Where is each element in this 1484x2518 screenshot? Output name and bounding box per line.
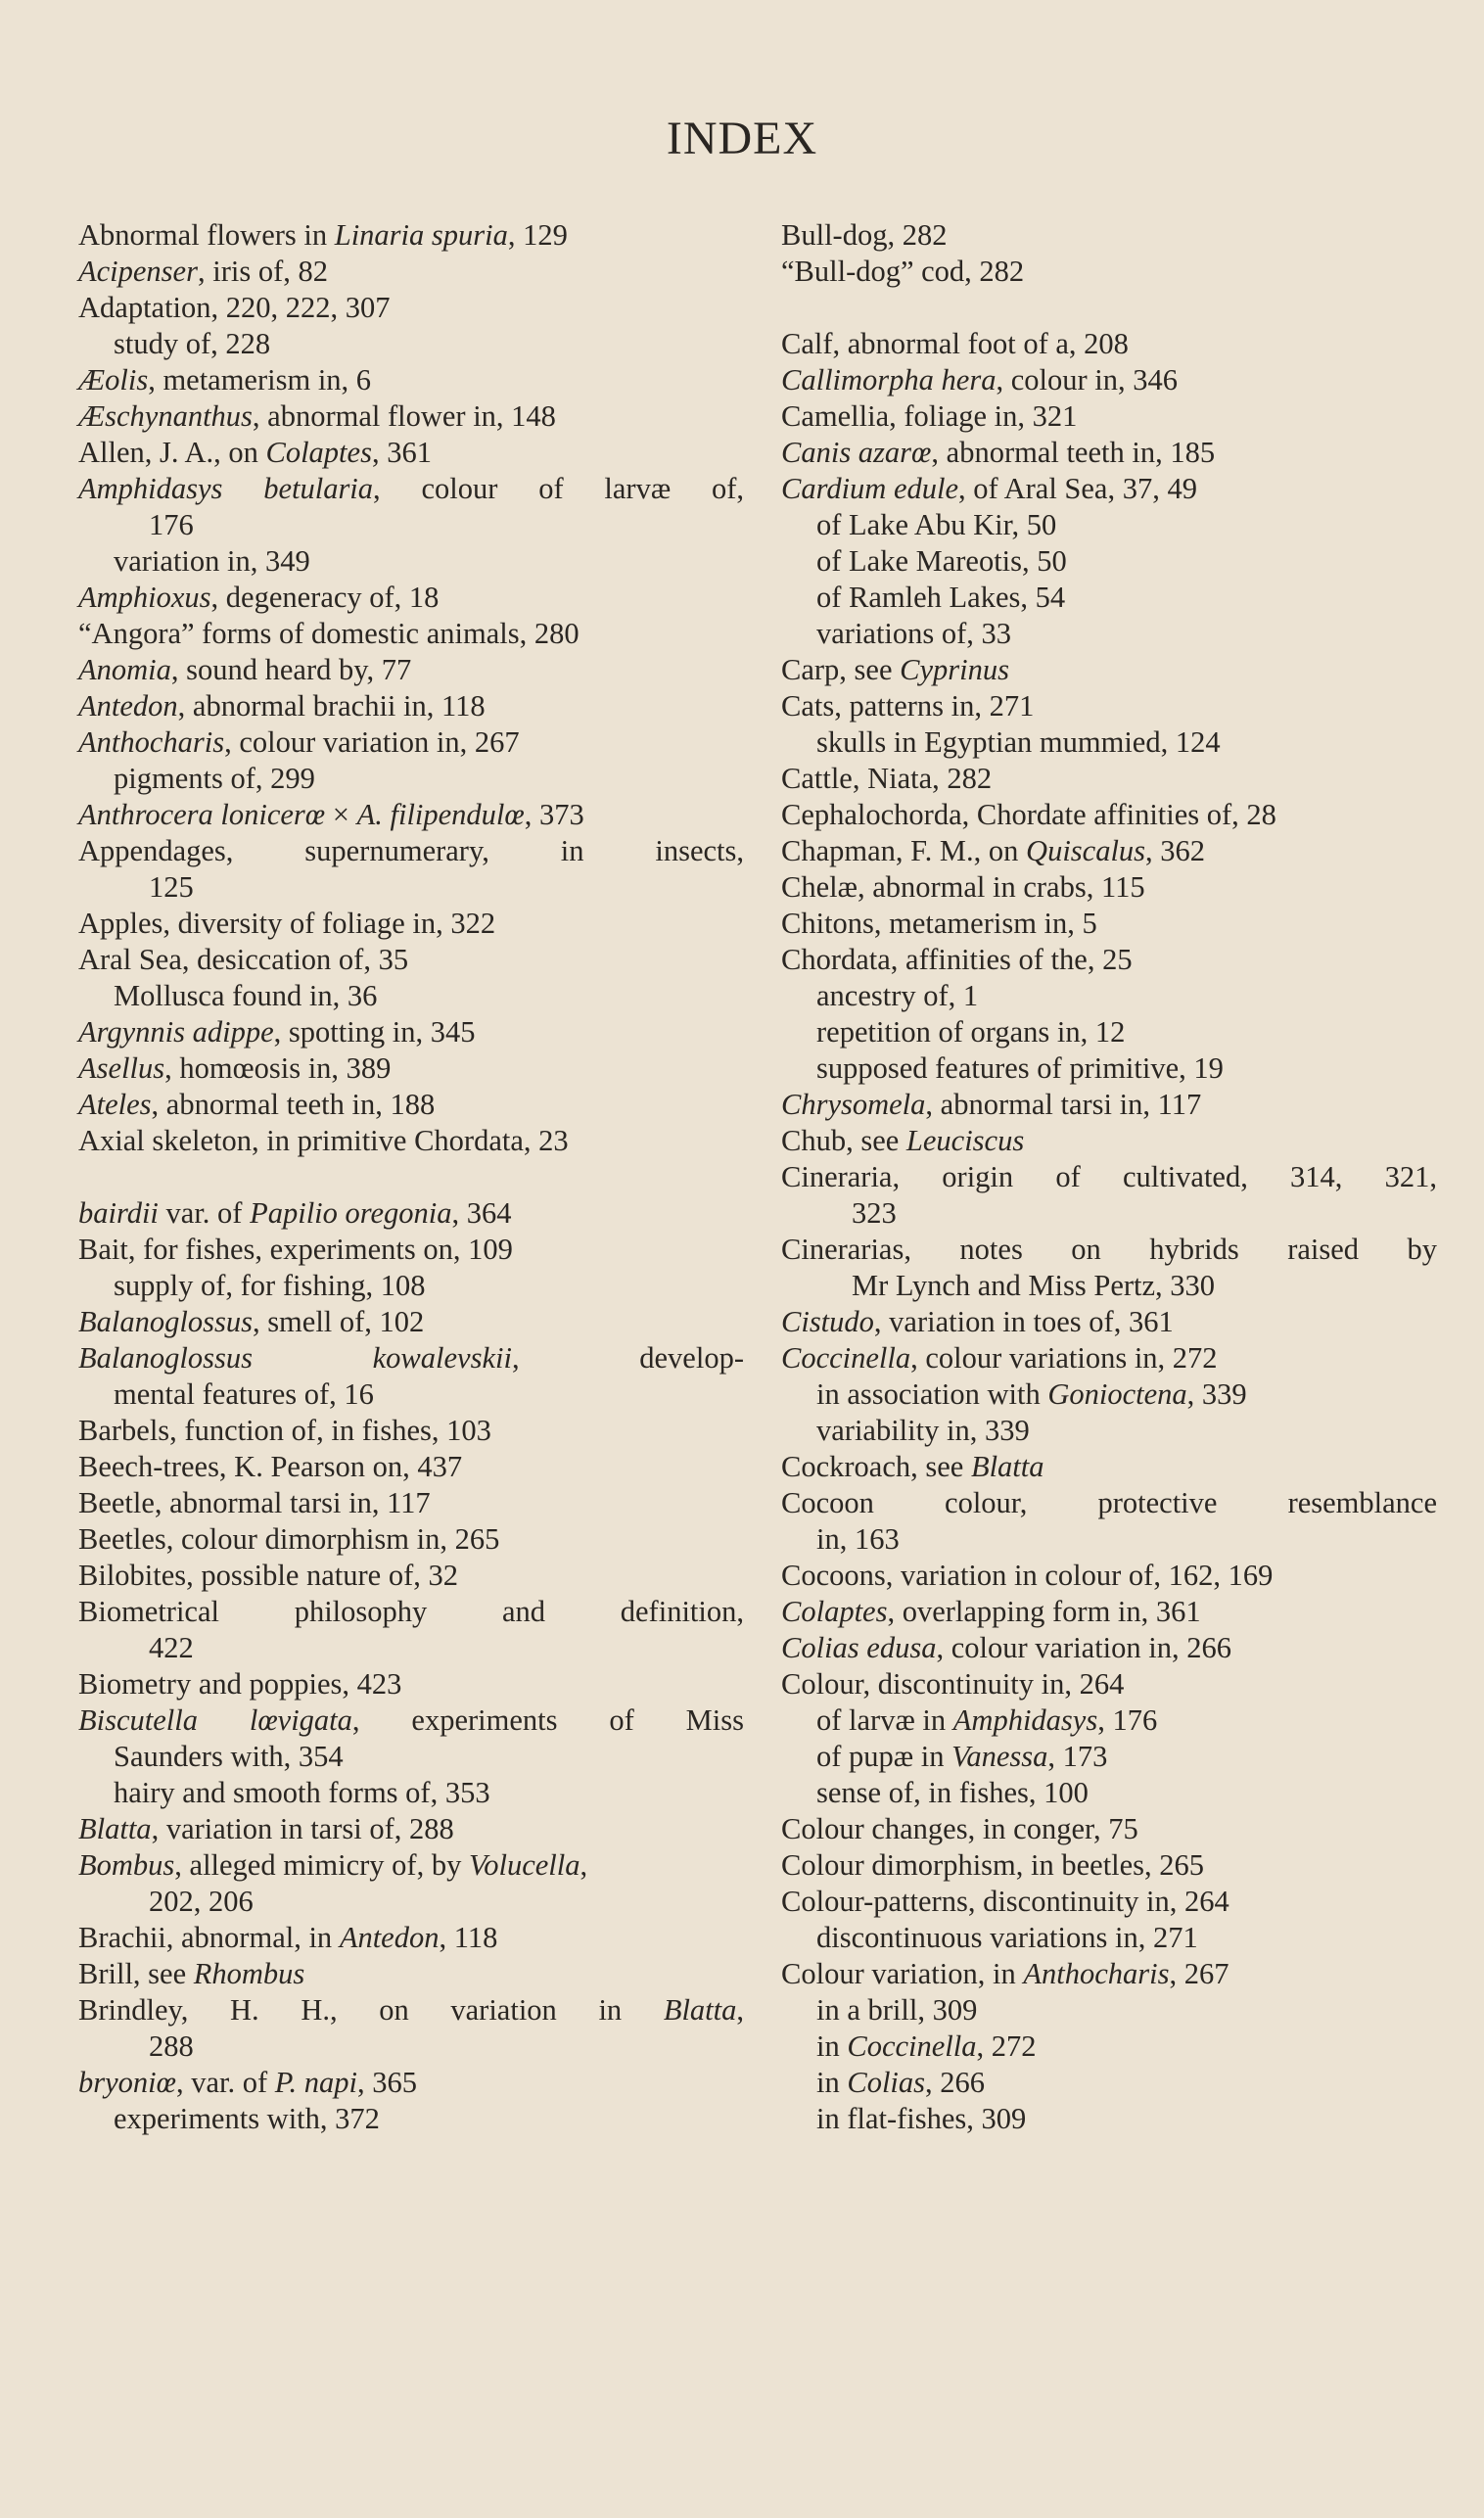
index-entry	[78, 1775, 744, 1811]
entry-text: Cats, patterns in, 271	[781, 689, 1035, 723]
entry-text: Allen, J. A., on	[78, 436, 266, 469]
index-entry	[781, 1413, 1437, 1449]
entry-italic-text: Colaptes	[265, 436, 372, 469]
index-entry	[78, 435, 744, 471]
entry-text: experiments with, 372	[114, 2102, 380, 2135]
entry-text: ancestry of, 1	[816, 979, 979, 1012]
entry-italic-text: Vanessa	[951, 1740, 1048, 1773]
entry-text: Chub, see	[781, 1124, 906, 1157]
entry-text: variations of, 33	[816, 617, 1012, 650]
entry-italic-text: A. filipendulœ	[356, 798, 525, 831]
entry-italic-text: Papilio oregonia	[250, 1196, 452, 1230]
index-entry	[781, 1775, 1437, 1811]
entry-text: Cockroach, see	[781, 1450, 971, 1483]
entry-italic-text: Æschynanthus	[78, 399, 253, 433]
entry-text: , var. of	[175, 2066, 275, 2099]
entry-text: , abnormal tarsi in, 117	[925, 1088, 1202, 1121]
entry-text: , 339	[1186, 1377, 1247, 1411]
entry-italic-text: P. napi	[274, 2066, 357, 2099]
index-entry	[78, 652, 744, 688]
entry-italic-text: Leuciscus	[905, 1124, 1025, 1157]
index-entry	[781, 724, 1437, 761]
index-entry	[78, 1268, 744, 1304]
index-entry	[78, 797, 744, 833]
index-entry	[781, 1558, 1437, 1594]
entry-italic-text: Volucella	[468, 1848, 580, 1882]
entry-italic-text: Antedon	[78, 689, 178, 723]
entry-text: , variation in tarsi of, 288	[151, 1812, 454, 1845]
index-entry	[781, 688, 1437, 724]
index-entry	[78, 1630, 744, 1666]
entry-text: in, 163	[816, 1522, 900, 1556]
index-entry	[78, 254, 744, 290]
entry-text: Beech-trees, K. Pearson on, 437	[78, 1450, 463, 1483]
index-entry	[78, 217, 744, 254]
index-entry	[78, 688, 744, 724]
entry-text: study of, 228	[114, 327, 271, 360]
index-entry	[78, 1050, 744, 1087]
entry-text: Beetle, abnormal tarsi in, 117	[78, 1486, 431, 1519]
index-entry	[781, 1485, 1437, 1521]
entry-text: Cocoon colour, protective resemblance	[781, 1486, 1437, 1519]
index-entry	[78, 1376, 744, 1413]
entry-italic-text: Linaria spuria	[334, 218, 508, 252]
entry-italic-text: Balanoglossus kowalevskii	[78, 1341, 512, 1375]
entry-text: , abnormal brachii in, 118	[177, 689, 486, 723]
index-entry	[781, 833, 1437, 869]
entry-italic-text: Bombus	[78, 1848, 175, 1882]
entry-italic-text: bryoniœ	[78, 2066, 176, 2099]
index-entry	[781, 1304, 1437, 1340]
entry-italic-text: Quiscalus	[1026, 834, 1146, 867]
index-entry	[78, 724, 744, 761]
index-entry	[781, 1014, 1437, 1050]
section-gap	[78, 1159, 744, 1195]
index-entry	[78, 869, 744, 906]
entry-italic-text: Colaptes	[781, 1595, 888, 1628]
entry-italic-text: Amphidasys	[952, 1703, 1098, 1737]
entry-text: , abnormal flower in, 148	[252, 399, 556, 433]
entry-text: Appendages, supernumerary, in insects,	[78, 834, 744, 867]
index-entry	[781, 254, 1437, 290]
index-entry	[781, 1702, 1437, 1739]
index-entry	[78, 1847, 744, 1884]
entry-text: , colour variations in, 272	[910, 1341, 1218, 1375]
index-entry	[781, 616, 1437, 652]
entry-text: discontinuous variations in, 271	[816, 1921, 1198, 1954]
index-entry	[78, 471, 744, 507]
index-entry	[78, 906, 744, 942]
entry-text: Colour changes, in conger, 75	[781, 1812, 1138, 1845]
entry-text: of Lake Abu Kir, 50	[816, 508, 1057, 541]
entry-text: Aral Sea, desiccation of, 35	[78, 943, 409, 976]
entry-text: , 267	[1169, 1957, 1229, 1990]
index-entry	[78, 1956, 744, 1992]
index-entry	[78, 1666, 744, 1702]
index-entry	[781, 1956, 1437, 1992]
entry-italic-text: Anthocharis	[1023, 1957, 1170, 1990]
index-entry	[781, 869, 1437, 906]
entry-text: Abnormal flowers in	[78, 218, 335, 252]
entry-text: variation in, 349	[114, 544, 310, 578]
entry-italic-text: Asellus	[78, 1051, 165, 1085]
entry-text: Carp, see	[781, 653, 901, 686]
entry-italic-text: Æolis	[78, 363, 149, 396]
entry-text: , abnormal teeth in, 185	[931, 436, 1216, 469]
entry-text: Colour, discontinuity in, 264	[781, 1667, 1125, 1701]
entry-text: Calf, abnormal foot of a, 208	[781, 327, 1129, 360]
index-entry	[78, 507, 744, 543]
entry-italic-text: Gonioctena	[1047, 1377, 1187, 1411]
entry-italic-text: Amphioxus	[78, 581, 211, 614]
index-column-right	[781, 217, 1437, 2137]
entry-text: , 361	[371, 436, 432, 469]
index-entry	[781, 1340, 1437, 1376]
index-entry	[78, 290, 744, 326]
entry-italic-text: Acipenser	[78, 255, 198, 288]
entry-italic-text: Coccinella	[781, 1341, 911, 1375]
entry-text: in association with	[816, 1377, 1048, 1411]
index-entry	[781, 1920, 1437, 1956]
entry-text: Biometrical philosophy and definition,	[78, 1595, 744, 1628]
entry-text: supposed features of primitive, 19	[816, 1051, 1224, 1085]
entry-text: Bait, for fishes, experiments on, 109	[78, 1233, 513, 1266]
entry-text: Colour-patterns, discontinuity in, 264	[781, 1885, 1229, 1918]
index-entry	[781, 1630, 1437, 1666]
entry-italic-text: Cardium edule	[781, 472, 959, 505]
entry-text: , spotting in, 345	[273, 1015, 476, 1049]
index-entry	[781, 2065, 1437, 2101]
entry-italic-text: Argynnis adippe	[78, 1015, 274, 1049]
index-entry	[78, 1304, 744, 1340]
entry-text: , colour in, 346	[996, 363, 1178, 396]
entry-italic-text: Biscutella lœvigata	[78, 1703, 352, 1737]
entry-text: , abnormal teeth in, 188	[151, 1088, 436, 1121]
entry-text: 202, 206	[149, 1885, 254, 1918]
entry-text: ,	[580, 1848, 588, 1882]
entry-text: , 118	[439, 1921, 498, 1954]
entry-text: , colour variation in, 267	[224, 725, 520, 759]
index-entry	[781, 906, 1437, 942]
index-entry	[78, 1413, 744, 1449]
index-entry	[781, 1232, 1437, 1268]
index-entry	[78, 362, 744, 398]
entry-text: , metamerism in, 6	[148, 363, 372, 396]
entry-text: Beetles, colour dimorphism in, 265	[78, 1522, 500, 1556]
entry-text: Cattle, Niata, 282	[781, 762, 993, 795]
entry-text: sense of, in fishes, 100	[816, 1776, 1089, 1809]
index-entry	[78, 1992, 744, 2028]
entry-text: of larvæ in	[816, 1703, 953, 1737]
entry-text: in	[816, 2066, 848, 2099]
index-entry	[78, 2065, 744, 2101]
index-column-left	[78, 217, 744, 2137]
entry-text: skulls in Egyptian mummied, 124	[816, 725, 1221, 759]
index-entry	[78, 1884, 744, 1920]
entry-text: Mr Lynch and Miss Pertz, 330	[852, 1269, 1216, 1302]
entry-text: ,	[736, 1993, 744, 2027]
index-entry	[781, 978, 1437, 1014]
entry-italic-text: Anthocharis	[78, 725, 225, 759]
entry-text: Bull-dog, 282	[781, 218, 948, 252]
entry-text: 323	[852, 1196, 897, 1230]
entry-italic-text: Colias	[847, 2066, 926, 2099]
entry-text: , sound heard by, 77	[170, 653, 412, 686]
entry-text: “Bull-dog” cod, 282	[781, 255, 1025, 288]
index-entry	[78, 2028, 744, 2065]
index-entry	[781, 1376, 1437, 1413]
entry-text: Biometry and poppies, 423	[78, 1667, 402, 1701]
entry-italic-text: Blatta	[970, 1450, 1044, 1483]
entry-text: ×	[325, 798, 357, 831]
entry-text: in	[816, 2029, 848, 2063]
entry-text: Saunders with, 354	[114, 1740, 344, 1773]
entry-text: , 373	[524, 798, 584, 831]
index-entry	[78, 580, 744, 616]
entry-italic-text: Callimorpha hera	[781, 363, 997, 396]
entry-text: , develop-	[511, 1341, 744, 1375]
section-gap	[781, 290, 1437, 326]
index-entry	[78, 1087, 744, 1123]
index-entry	[781, 580, 1437, 616]
entry-text: Barbels, function of, in fishes, 103	[78, 1414, 491, 1447]
entry-text: , experiments of Miss	[351, 1703, 744, 1737]
index-entry	[781, 362, 1437, 398]
index-entry	[781, 1847, 1437, 1884]
index-entry	[78, 543, 744, 580]
entry-text: Cineraria, origin of cultivated, 314, 321,	[781, 1160, 1437, 1193]
entry-text: Colour variation, in	[781, 1957, 1024, 1990]
entry-text: 422	[149, 1631, 194, 1664]
index-entry	[781, 1195, 1437, 1232]
entry-text: Brill, see	[78, 1957, 194, 1990]
entry-italic-text: Anomia	[78, 653, 171, 686]
entry-text: , 364	[451, 1196, 512, 1230]
entry-text: Chordata, affinities of the, 25	[781, 943, 1133, 976]
entry-text: Brachii, abnormal, in	[78, 1921, 340, 1954]
entry-text: Colour dimorphism, in beetles, 265	[781, 1848, 1205, 1882]
entry-italic-text: Antedon	[339, 1921, 440, 1954]
entry-text: 125	[149, 870, 194, 904]
entry-text: , degeneracy of, 18	[210, 581, 440, 614]
entry-italic-text: Canis azarœ	[781, 436, 932, 469]
index-entry	[781, 543, 1437, 580]
index-entry	[781, 761, 1437, 797]
entry-text: Mollusca found in, 36	[114, 979, 378, 1012]
index-entry	[781, 1811, 1437, 1847]
index-entry	[781, 1123, 1437, 1159]
entry-text: , 176	[1097, 1703, 1158, 1737]
index-entry	[781, 1268, 1437, 1304]
index-entry	[78, 398, 744, 435]
entry-text: 288	[149, 2029, 194, 2063]
entry-text: , 173	[1047, 1740, 1108, 1773]
index-entry	[781, 2028, 1437, 2065]
entry-text: 176	[149, 508, 194, 541]
index-entry	[781, 797, 1437, 833]
entry-italic-text: Cistudo	[781, 1305, 874, 1338]
index-entry	[781, 1594, 1437, 1630]
entry-text: “Angora” forms of domestic animals, 280	[78, 617, 580, 650]
index-entry	[78, 761, 744, 797]
index-entry	[78, 1232, 744, 1268]
index-entry	[781, 471, 1437, 507]
index-entry	[78, 2101, 744, 2137]
entry-italic-text: Colias edusa	[781, 1631, 937, 1664]
index-entry	[781, 1159, 1437, 1195]
entry-text: Apples, diversity of foliage in, 322	[78, 907, 496, 940]
entry-text: Cinerarias, notes on hybrids raised by	[781, 1233, 1437, 1266]
index-entry	[78, 1485, 744, 1521]
index-entry	[78, 1123, 744, 1159]
entry-text: , 362	[1145, 834, 1206, 867]
index-entry	[781, 1521, 1437, 1558]
entry-italic-text: Chrysomela	[781, 1088, 926, 1121]
entry-italic-text: Ateles	[78, 1088, 152, 1121]
entry-text: , 129	[507, 218, 568, 252]
entry-text: of Ramleh Lakes, 54	[816, 581, 1066, 614]
page-title: INDEX	[666, 113, 818, 164]
entry-text: var. of	[158, 1196, 251, 1230]
entry-text: , homœosis in, 389	[164, 1051, 392, 1085]
index-entry	[78, 1340, 744, 1376]
entry-text: Camellia, foliage in, 321	[781, 399, 1078, 433]
index-entry	[781, 1449, 1437, 1485]
entry-text: , smell of, 102	[252, 1305, 425, 1338]
index-entry	[781, 507, 1437, 543]
entry-text: , variation in toes of, 361	[873, 1305, 1174, 1338]
index-entry	[781, 1050, 1437, 1087]
index-entry	[78, 1702, 744, 1739]
index-entry	[781, 942, 1437, 978]
index-entry	[78, 978, 744, 1014]
entry-text: , 272	[976, 2029, 1037, 2063]
index-entry	[781, 2101, 1437, 2137]
entry-italic-text: Amphidasys betularia	[78, 472, 374, 505]
index-entry	[781, 435, 1437, 471]
index-entry	[781, 652, 1437, 688]
entry-text: mental features of, 16	[114, 1377, 374, 1411]
entry-text: , overlapping form in, 361	[887, 1595, 1201, 1628]
index-entry	[78, 1195, 744, 1232]
index-entry	[78, 1521, 744, 1558]
entry-italic-text: Anthrocera lonicerœ	[78, 798, 326, 831]
entry-text: , colour variation in, 266	[936, 1631, 1231, 1664]
entry-text: , iris of, 82	[197, 255, 328, 288]
entry-italic-text: Cyprinus	[900, 653, 1009, 686]
index-entry	[78, 1558, 744, 1594]
index-entry	[781, 398, 1437, 435]
entry-text: Chelæ, abnormal in crabs, 115	[781, 870, 1145, 904]
entry-text: , 365	[356, 2066, 417, 2099]
entry-text: Chapman, F. M., on	[781, 834, 1027, 867]
entry-text: Cephalochorda, Chordate affinities of, 28	[781, 798, 1276, 831]
index-entry	[78, 1811, 744, 1847]
entry-text: hairy and smooth forms of, 353	[114, 1776, 490, 1809]
entry-text: , 266	[925, 2066, 986, 2099]
index-entry	[78, 833, 744, 869]
entry-text: variability in, 339	[816, 1414, 1030, 1447]
entry-text: , alleged mimicry of, by	[174, 1848, 469, 1882]
index-entry	[781, 1884, 1437, 1920]
entry-italic-text: Rhombus	[193, 1957, 305, 1990]
entry-text: in flat-fishes, 309	[816, 2102, 1027, 2135]
index-entry	[78, 1739, 744, 1775]
index-entry	[78, 1014, 744, 1050]
entry-text: of pupæ in	[816, 1740, 952, 1773]
entry-text: , colour of larvæ of,	[373, 472, 744, 505]
index-entry	[781, 1666, 1437, 1702]
index-entry	[781, 217, 1437, 254]
index-entry	[781, 1087, 1437, 1123]
entry-italic-text: Blatta	[663, 1993, 737, 2027]
entry-text: Bilobites, possible nature of, 32	[78, 1559, 458, 1592]
index-entry	[78, 1920, 744, 1956]
entry-text: Chitons, metamerism in, 5	[781, 907, 1097, 940]
index-entry	[781, 1739, 1437, 1775]
index-entry	[78, 1449, 744, 1485]
index-entry	[78, 326, 744, 362]
entry-italic-text: Coccinella	[847, 2029, 977, 2063]
index-entry	[78, 1594, 744, 1630]
index-entry	[781, 1992, 1437, 2028]
entry-text: Adaptation, 220, 222, 307	[78, 291, 391, 324]
entry-text: , of Aral Sea, 37, 49	[958, 472, 1197, 505]
entry-text: Brindley, H. H., on variation in	[78, 1993, 664, 2027]
entry-text: repetition of organs in, 12	[816, 1015, 1126, 1049]
entry-italic-text: Balanoglossus	[78, 1305, 253, 1338]
entry-text: supply of, for fishing, 108	[114, 1269, 426, 1302]
index-entry	[78, 616, 744, 652]
index-entry	[781, 326, 1437, 362]
entry-text: Cocoons, variation in colour of, 162, 169	[781, 1559, 1274, 1592]
entry-text: of Lake Mareotis, 50	[816, 544, 1067, 578]
entry-italic-text: bairdii	[78, 1196, 159, 1230]
entry-text: Axial skeleton, in primitive Chordata, 23	[78, 1124, 569, 1157]
entry-text: pigments of, 299	[114, 762, 315, 795]
entry-italic-text: Blatta	[78, 1812, 152, 1845]
entry-text: in a brill, 309	[816, 1993, 978, 2027]
index-entry	[78, 942, 744, 978]
